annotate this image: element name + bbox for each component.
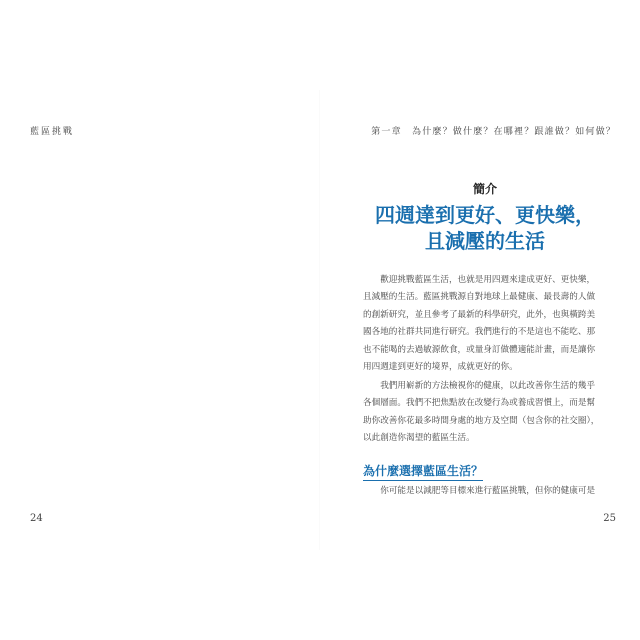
paragraph-line: 我們用嶄新的方法檢視你的健康，以此改善你生活的幾乎 — [380, 381, 596, 391]
paragraph-line: 也不能喝的去過敏源飲食，或量身訂做體適能計畫，而是讓你 — [363, 344, 596, 355]
paragraph-3 — [363, 483, 603, 500]
right-page-number: 25 — [603, 513, 616, 524]
page-gutter — [319, 90, 320, 550]
chapter-title — [360, 202, 610, 254]
paragraph-line: 用四週達到更好的境界，成就更好的你。 — [363, 362, 518, 373]
paragraph-1 — [363, 272, 603, 376]
paragraph-line: 且減壓的生活。藍區挑戰源自對地球上最健康、最長壽的人做 — [363, 292, 596, 303]
paragraph-line: 助你改善你花最多時間身處的地方及空間（包含你的社交圈）， — [363, 415, 600, 426]
right-running-head: 第一章 為什麼？做什麼？在哪裡？跟誰做？如何做？ — [371, 127, 616, 137]
section-subheading: 為什麼選擇藍區生活？ — [363, 462, 483, 481]
paragraph-2 — [363, 378, 603, 448]
paragraph-line: 歡迎挑戰藍區生活，也就是用四週來達成更好、更快樂， — [380, 275, 596, 285]
chapter-title-line-2: 且減壓的生活 — [425, 229, 545, 253]
chapter-title-line-1: 四週達到更好、更快樂， — [375, 203, 595, 227]
left-running-head: 藍區挑戰 — [30, 127, 75, 137]
paragraph-line: 國各地的社群共同進行研究。我們進行的不是這也不能吃、那 — [363, 327, 596, 338]
paragraph-line: 你可能是以減肥等目標來進行藍區挑戰，但你的健康可是 — [380, 486, 596, 496]
left-page-number: 24 — [30, 513, 43, 524]
paragraph-line: 以此創造你渴望的藍區生活。 — [363, 433, 475, 444]
paragraph-line: 的創新研究，並且參考了最新的科學研究，此外，也與橫跨美 — [363, 309, 596, 320]
section-label: 簡介 — [472, 182, 497, 196]
paragraph-line: 各個層面。我們不把焦點放在改變行為或養成習慣上，而是幫 — [363, 398, 596, 409]
